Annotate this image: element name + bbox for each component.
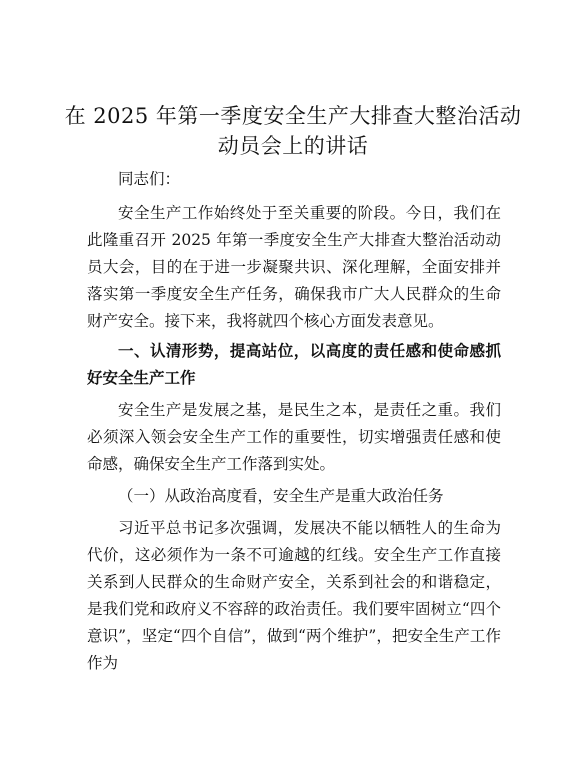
salutation: 同志们： (118, 170, 181, 188)
section-1-paragraph: 安全生产是发展之基，是民生之本，是责任之重。我们必须深入领会安全生产工作的重要性，切实增强责任感和使命感，确保安全生产工作落到实处。 (87, 401, 501, 473)
subsection-1-paragraph: 习近平总书记多次强调，发展决不能以牺牲人的生命为代价，这必须作为一条不可逾越的红线。安全生产工作直接关系到人民群众的生命财产安全，关系到社会的和谐稳定，是我们党和政府义不容辞的政治责任。我们要牢固树立“四个意识”，坚定“四个自信”，做到“两个维护”，把安全生产工作作为 (87, 519, 501, 672)
subsection-heading-1: （一）从政治高度看，安全生产是重大政治任务 (118, 487, 444, 505)
document-title-line-2: 动员会上的讲话 (217, 134, 369, 158)
intro-paragraph: 安全生产工作始终处于至关重要的阶段。今日，我们在此隆重召开 2025 年第一季度安全生产大排查大整治活动动员大会，目的在于进一步凝聚共识、深化理解，全面安排并落实第一季度安全生产任务，确保我市广大人民群众的生命财产安全。接下来，我将就四个核心方面发表意见。 (87, 204, 501, 330)
document-title-line-1: 在 2025 年第一季度安全生产大排查大整治活动 (64, 104, 522, 128)
section-heading-1: 一、认清形势，提高站位，以高度的责任感和使命感抓好安全生产工作 (87, 341, 501, 387)
